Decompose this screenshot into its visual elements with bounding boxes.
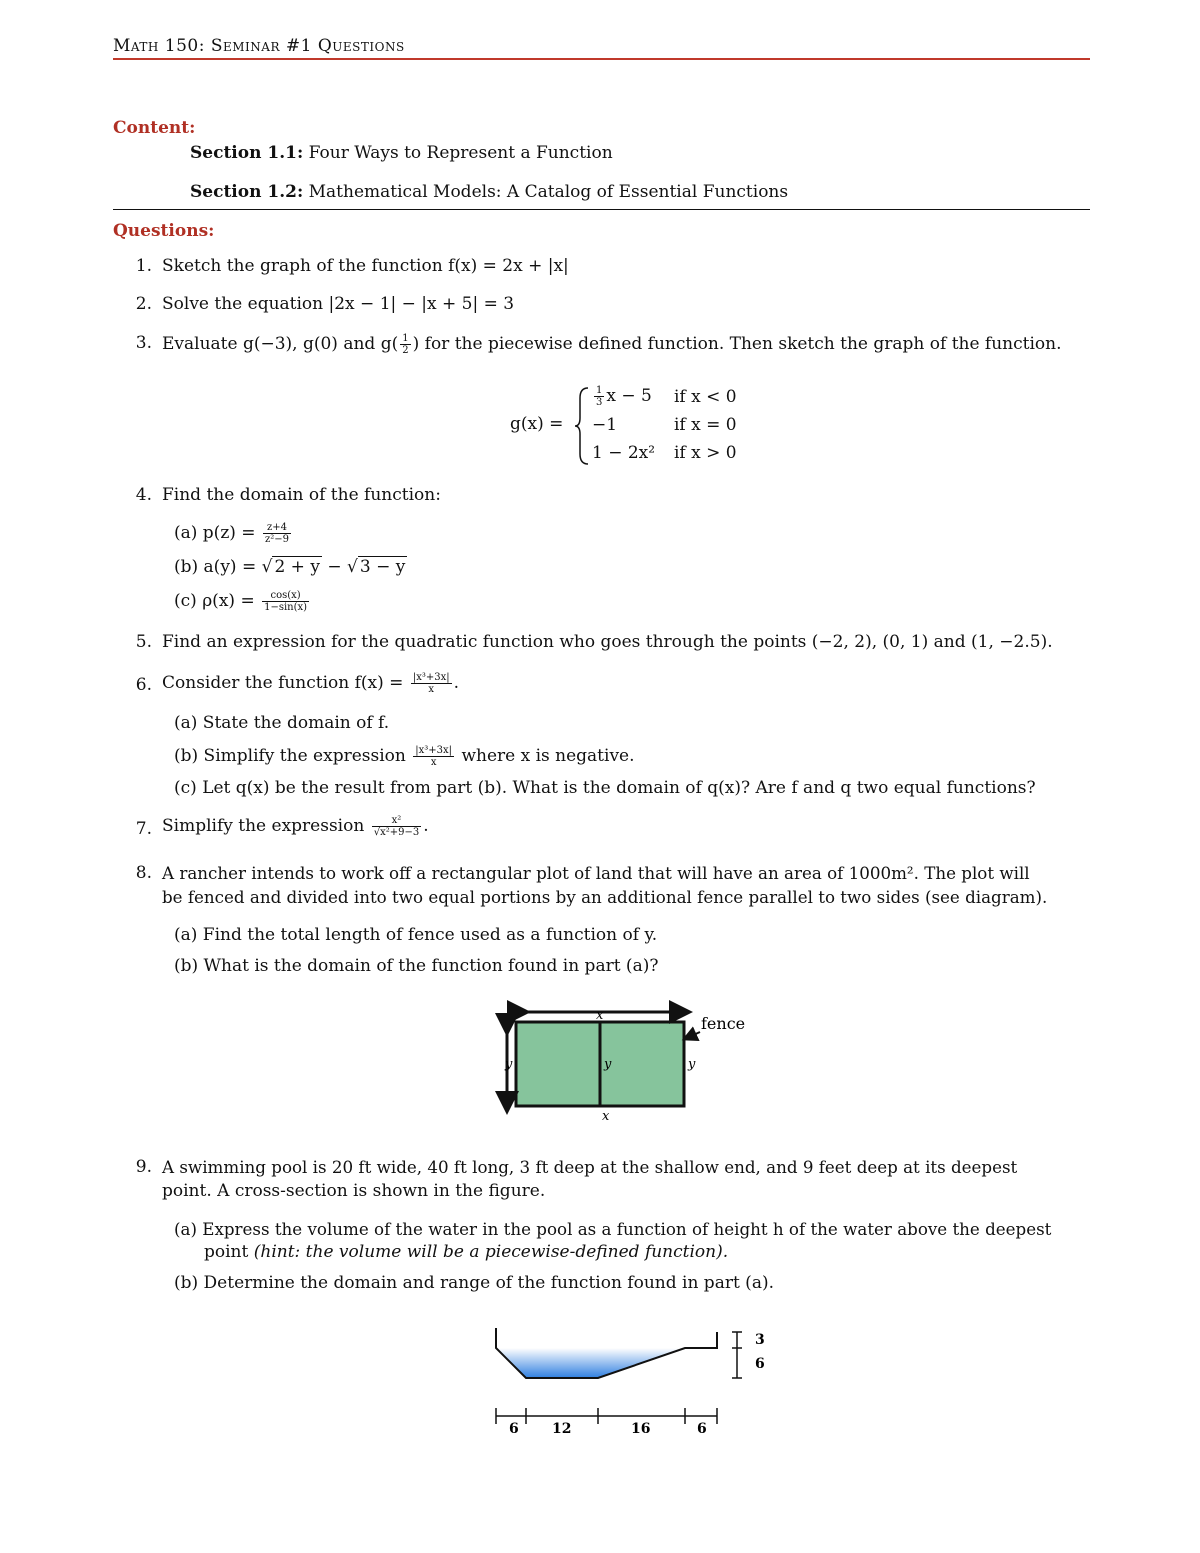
piecewise-cond-1: if x < 0 <box>674 387 737 407</box>
q8-line1: A rancher intends to work off a rectangular plot of land that will have an area of 1000m². The plot will <box>162 863 1030 883</box>
q8-number: 8. <box>135 863 152 883</box>
q6c: (c) Let q(x) be the result from part (b). What is the domain of q(x)? Are f and q two equal functions? <box>174 778 1036 798</box>
piecewise-lhs: g(x) = <box>510 414 564 434</box>
piecewise-case-3: 1 − 2x² <box>592 443 656 463</box>
q4b: (b) a(y) = √ 2 + y − √ 3 − y <box>174 557 406 577</box>
q6b: (b) Simplify the expression $\frac{\text{|x³+3x|}}{x}$ where x is negative. <box>174 745 635 768</box>
length-marker <box>496 1408 717 1424</box>
questions-label: Questions: <box>113 221 215 241</box>
q9-line1: A swimming pool is 20 ft wide, 40 ft long, 3 ft deep at the shallow end, and 9 feet deep at its deepest <box>162 1157 1018 1177</box>
piecewise-cond-3: if x > 0 <box>674 443 737 463</box>
pool-diagram <box>485 1320 785 1445</box>
depth-label-6: 6 <box>755 1356 765 1372</box>
piecewise-case-2: −1 <box>592 415 618 435</box>
label-y-mid: y <box>604 1057 612 1072</box>
q9-number: 9. <box>135 1157 152 1177</box>
piecewise-case-1: $\frac{1}{3}$ x − 5 <box>596 385 652 408</box>
q8a: (a) Find the total length of fence used as a function of y. <box>174 925 658 945</box>
length-label-6a: 6 <box>509 1421 519 1437</box>
q4c: (c) ρ(x) = $\frac{\cos(x)}{1-\sin(x)}$ <box>174 590 308 613</box>
q9-line2: point. A cross-section is shown in the figure. <box>162 1181 546 1201</box>
q3-text: Evaluate g(−3), g(0) and g( $\frac{1}{2}$ ) for the piecewise defined function. Then sketch the graph of the function. <box>162 333 1062 356</box>
q4-text: Find the domain of the function: <box>162 485 441 505</box>
length-label-12: 12 <box>552 1421 572 1437</box>
q1-text: Sketch the graph of the function f(x) = 2x + |x| <box>162 256 569 276</box>
q8-line2: be fenced and divided into two equal portions by an additional fence parallel to two sides (see diagram). <box>162 887 1048 907</box>
q4-number: 4. <box>135 485 152 505</box>
content-label: Content: <box>113 118 196 138</box>
depth-marker <box>732 1332 742 1378</box>
q6-text: Consider the function f(x) = $\frac{\text{|x³+3x|}}{x}$ . <box>162 672 460 695</box>
q9a-line1: (a) Express the volume of the water in the pool as a function of height h of the water above the deepest <box>174 1219 1052 1239</box>
length-label-6b: 6 <box>697 1421 707 1437</box>
header-rule <box>113 58 1090 60</box>
q8b: (b) What is the domain of the function found in part (a)? <box>174 956 659 976</box>
q3-number: 3. <box>135 333 152 353</box>
q6a: (a) State the domain of f. <box>174 713 390 733</box>
q6-number: 6. <box>135 675 152 695</box>
label-x-top: x <box>596 1008 604 1023</box>
label-x-bottom: x <box>602 1109 610 1124</box>
fence-diagram <box>495 1000 765 1125</box>
length-label-16: 16 <box>631 1421 651 1437</box>
pool-water <box>496 1348 685 1378</box>
section-1-1: Section 1.1: Four Ways to Represent a Function <box>190 143 613 163</box>
q1-number: 1. <box>135 256 152 276</box>
arrow-fence <box>689 1032 700 1037</box>
q5-number: 5. <box>135 632 152 652</box>
piecewise-cond-2: if x = 0 <box>674 415 737 435</box>
page-title: Math 150: Seminar #1 Questions <box>113 36 405 56</box>
q7-text: Simplify the expression $\frac{\text{x²}}{\text{√x²+9−3}}$ . <box>162 815 429 838</box>
piecewise-brace <box>574 386 590 466</box>
q5-text: Find an expression for the quadratic function who goes through the points (−2, 2), (0, 1) and (1, −2.5). <box>162 632 1053 652</box>
depth-label-3: 3 <box>755 1332 765 1348</box>
label-y-left: y <box>505 1057 513 1072</box>
q7-number: 7. <box>135 819 152 839</box>
label-fence: fence <box>701 1014 746 1033</box>
q2-number: 2. <box>135 294 152 314</box>
q2-text: Solve the equation |2x − 1| − |x + 5| = 3 <box>162 294 515 314</box>
q9a-line2: point (hint: the volume will be a piecewise-defined function). <box>204 1242 729 1262</box>
section-1-2: Section 1.2: Mathematical Models: A Catalog of Essential Functions <box>190 182 789 202</box>
q9b: (b) Determine the domain and range of the function found in part (a). <box>174 1273 774 1293</box>
label-y-right: y <box>688 1057 696 1072</box>
content-rule <box>113 209 1090 210</box>
q4a: (a) p(z) = $\frac{z+4}{\text{z²−9}}$ <box>174 522 289 545</box>
